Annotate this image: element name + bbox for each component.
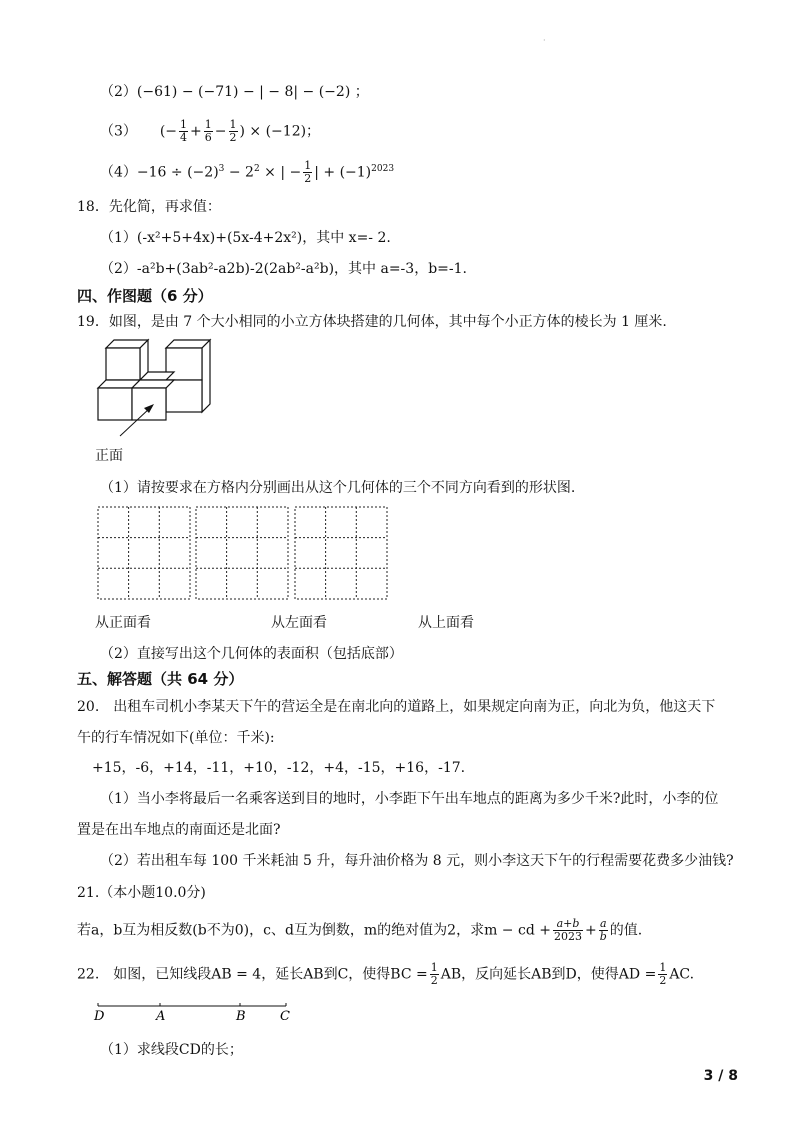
page-number: 3 / 8: [703, 1068, 738, 1084]
q22-pre: 22. 如图，已知线段AB = 4，延长AB到C，使得BC =: [77, 966, 428, 983]
frac-num: 1: [659, 961, 667, 974]
point-c: C: [280, 1009, 290, 1024]
q22-post: AC.: [669, 966, 695, 983]
frac-num: 1: [204, 118, 212, 131]
q19-text: 19．如图，是由 7 个大小相同的小立方体块搭建的几何体，其中每个小正方体的棱长为 1 厘米.: [77, 314, 667, 330]
view-label-left: 从左面看: [271, 615, 327, 631]
frac-num: a+b: [553, 918, 583, 931]
grid-top: [295, 507, 387, 599]
frac-den: 2023: [553, 930, 582, 943]
point-a: A: [156, 1009, 166, 1024]
q21-post: 的值.: [609, 922, 643, 939]
q17-item2: [100, 82, 369, 102]
q17-item3: [100, 119, 320, 144]
q17-item4-frac: [303, 160, 312, 185]
q17-item4-mid2: × | −: [259, 164, 302, 181]
q17-item4-post: | + (−1): [314, 164, 372, 181]
frac-num: 1: [229, 118, 237, 131]
cube-front-face: [166, 380, 202, 412]
q20-part1-line2: 置是在出车地点的南面还是北面?: [77, 822, 281, 838]
q20-line2: 午的行车情况如下(单位：千米):: [77, 730, 275, 746]
cube-front-face: [98, 388, 132, 420]
q17-item3-minus: −: [214, 123, 227, 140]
q17-item3-open: (−: [159, 123, 178, 140]
q22-frac1: [430, 962, 439, 987]
frac-den: 2: [430, 974, 438, 987]
frac-num: 1: [430, 961, 438, 974]
frac-den: b: [599, 930, 607, 943]
frac-den: 2: [659, 974, 667, 987]
q17-item3-frac2: [204, 119, 213, 144]
q17-item4-mid: − 2: [224, 164, 254, 181]
q21-title: 21.（本小题10.0分): [77, 885, 206, 901]
q21-frac1: [553, 918, 583, 943]
view-grids: [96, 505, 392, 601]
cube-side-face: [202, 340, 210, 412]
q20-part1-line1: （1）当小李将最后一名乘客送到目的地时，小李距下午出车地点的距离为多少千米?此时，小李的位: [100, 791, 719, 807]
q21-pre: 若a，b互为相反数(b不为0)，c、d互为倒数，m的绝对值为2，求m − cd +: [77, 922, 551, 939]
cube-front-face: [106, 348, 140, 380]
q18-item1: （1）(-x²+5+4x)+(5x-4+2x²)，其中 x=- 2.: [100, 230, 391, 246]
section-5-heading: 五、解答题（共 64 分）: [77, 670, 244, 688]
point-d: D: [94, 1009, 105, 1024]
q17-item3-close: ) × (−12)；: [239, 123, 321, 140]
frac-den: 2: [304, 172, 312, 185]
q18-item2: （2）-a²b+(3ab²-a2b)-2(2ab²-a²b)，其中 a=-3，b=-1.: [100, 261, 467, 277]
q17-item3-frac3: [229, 119, 238, 144]
q22-body: [77, 962, 694, 987]
q22-frac2: [658, 962, 667, 987]
view-label-front: 从正面看: [95, 615, 151, 631]
q21-plus: +: [584, 922, 597, 939]
frac-num: a: [599, 917, 607, 930]
view-label-top: 从上面看: [418, 615, 474, 631]
cube-figure: [92, 336, 217, 442]
q17-item4: [100, 160, 394, 185]
q19-part1: （1）请按要求在方格内分别画出从这个几何体的三个不同方向看到的形状图.: [100, 480, 576, 496]
section-4-heading: 四、作图题（6 分）: [77, 287, 213, 305]
q17-item4-exp1: 3: [218, 163, 225, 174]
frac-num: 1: [180, 118, 188, 131]
q20-data: +15，-6，+14，-11，+10，-12，+4，-15，+16，-17.: [92, 760, 466, 776]
q17-item3-plus: +: [190, 123, 202, 140]
front-label: 正面: [95, 448, 123, 464]
frac-den: 6: [204, 131, 212, 144]
point-b: B: [236, 1009, 246, 1024]
q19-part2: （2）直接写出这个几何体的表面积（包括底部）: [100, 646, 403, 662]
q20-part2: （2）若出租车每 100 千米耗油 5 升，每升油价格为 8 元，则小李这天下午的行程需要花费多少油钱?: [100, 853, 734, 869]
grid-front: [98, 507, 190, 599]
frac-den: 4: [180, 131, 188, 144]
segment-diagram: [90, 998, 300, 1024]
q18-title: 18．先化简，再求值：: [77, 199, 221, 215]
q17-item3-frac1: [179, 119, 188, 144]
frac-den: 2: [229, 131, 237, 144]
q17-item2-label: （2）: [100, 84, 137, 100]
q22-part1: （1）求线段CD的长；: [100, 1042, 243, 1058]
q21-frac2: [599, 918, 608, 943]
q17-item4-pre: −16 ÷ (−2): [136, 164, 219, 181]
q17-item4-exp3: 2023: [371, 163, 395, 174]
q17-item4-exp2: 2: [253, 163, 260, 174]
q21-body: [77, 918, 642, 943]
cube-top-face: [132, 380, 174, 388]
q17-item2-expr: (−61) − (−71) − | − 8| − (−2) ；: [136, 84, 369, 100]
frac-num: 1: [304, 159, 312, 172]
q20-line1: 20. 出租车司机小李某天下午的营运全是在南北向的道路上，如果规定向南为正，向北为负，他这天下: [77, 699, 716, 715]
q17-item4-label: （4）: [100, 164, 137, 181]
scan-dot: ·: [543, 36, 546, 45]
grid-left: [196, 507, 288, 599]
q22-mid: AB，反向延长AB到D，使得AD =: [440, 966, 657, 983]
q17-item3-label: （3）: [100, 123, 137, 140]
cube-front-face: [132, 388, 166, 420]
